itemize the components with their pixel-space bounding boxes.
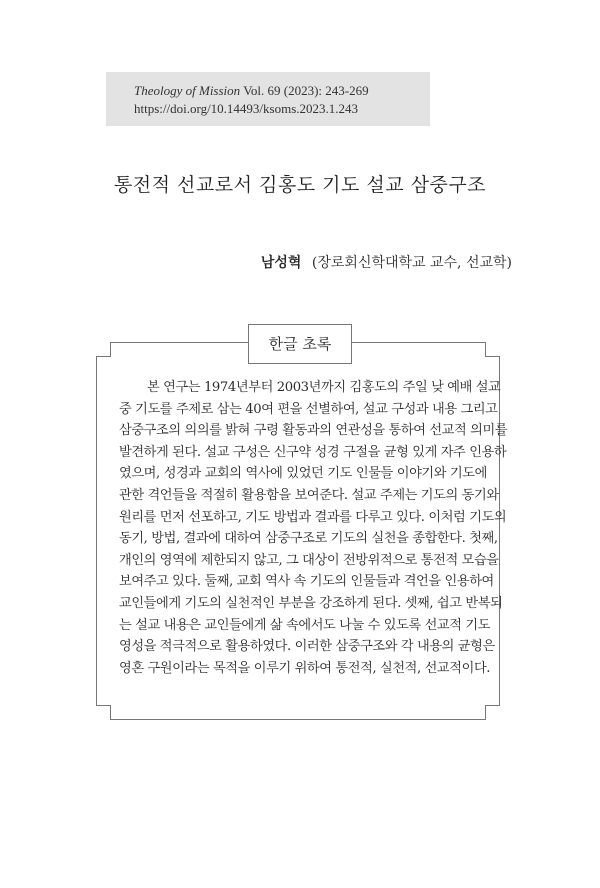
journal-name: Theology of Mission [134,83,241,98]
author-name: 남성혁 [260,255,302,271]
abstract-line: 원리를 먼저 선포하고, 기도 방법과 결과를 다루고 있다. 이처럼 기도의 [119,509,507,525]
abstract-line: 삼중구조의 의의를 밝혀 구령 활동과의 연관성을 통하여 선교적 의미를 [119,423,508,439]
paper-title: 통전적 선교로서 김홍도 기도 설교 삼중구조 [113,174,487,196]
journal-citation-box [106,72,430,126]
abstract-line: 동기, 방법, 결과에 대하여 삼중구조로 기도의 실천을 종합한다. 첫째, [119,531,498,547]
journal-volume-info: Vol. 69 (2023): 243-269 [243,83,369,98]
abstract-line: 영성을 적극적으로 활용하였다. 이러한 삼중구조와 각 내용의 균형은 [119,639,495,655]
abstract-line: 관한 격언들을 적절히 활용함을 보여준다. 설교 주제는 기도의 동기와 [119,487,499,503]
abstract-line: 발견하게 된다. 설교 구성은 신구약 성경 구절을 균형 있게 자주 인용하 [119,444,507,460]
journal-citation-line [134,82,430,100]
author-byline [261,252,512,272]
abstract-line: 는 설교 내용은 교인들에게 삶 속에서도 나눌 수 있도록 선교적 기도 [119,617,491,633]
abstract-line: 교인들에게 기도의 실천적인 부분을 강조하게 된다. 셋째, 쉽고 반복되 [119,595,503,611]
frame-corner-cut [96,342,111,357]
abstract-line: 였으며, 성경과 교회의 역사에 있었던 기도 인물들 이야기와 기도에 [119,466,487,482]
frame-corner-cut [485,342,500,357]
abstract-line: 중 기도를 주제로 삼는 40여 편을 선별하여, 설교 구성과 내용 그리고 [119,401,498,417]
frame-corner-cut [96,705,111,720]
frame-corner-cut [485,705,500,720]
author-affiliation: (장로회신학대학교 교수, 선교학) [311,255,512,271]
abstract-line: 개인의 영역에 제한되지 않고, 그 대상이 전방위적으로 통전적 모습을 [119,552,499,568]
abstract-line: 보여주고 있다. 둘째, 교회 역사 속 기도의 인물들과 격언을 인용하여 [119,574,494,590]
abstract-line: 본 연구는 1974년부터 2003년까지 김홍도의 주일 낮 예배 설교 [147,380,501,395]
journal-doi[interactable]: https://doi.org/10.14493/ksoms.2023.1.243 [134,101,359,116]
abstract-heading: 한글 초록 [248,324,352,364]
abstract-line: 영혼 구원이라는 목적을 이루기 위하여 통전적, 실천적, 선교적이다. [119,660,491,676]
abstract-body [119,377,508,679]
